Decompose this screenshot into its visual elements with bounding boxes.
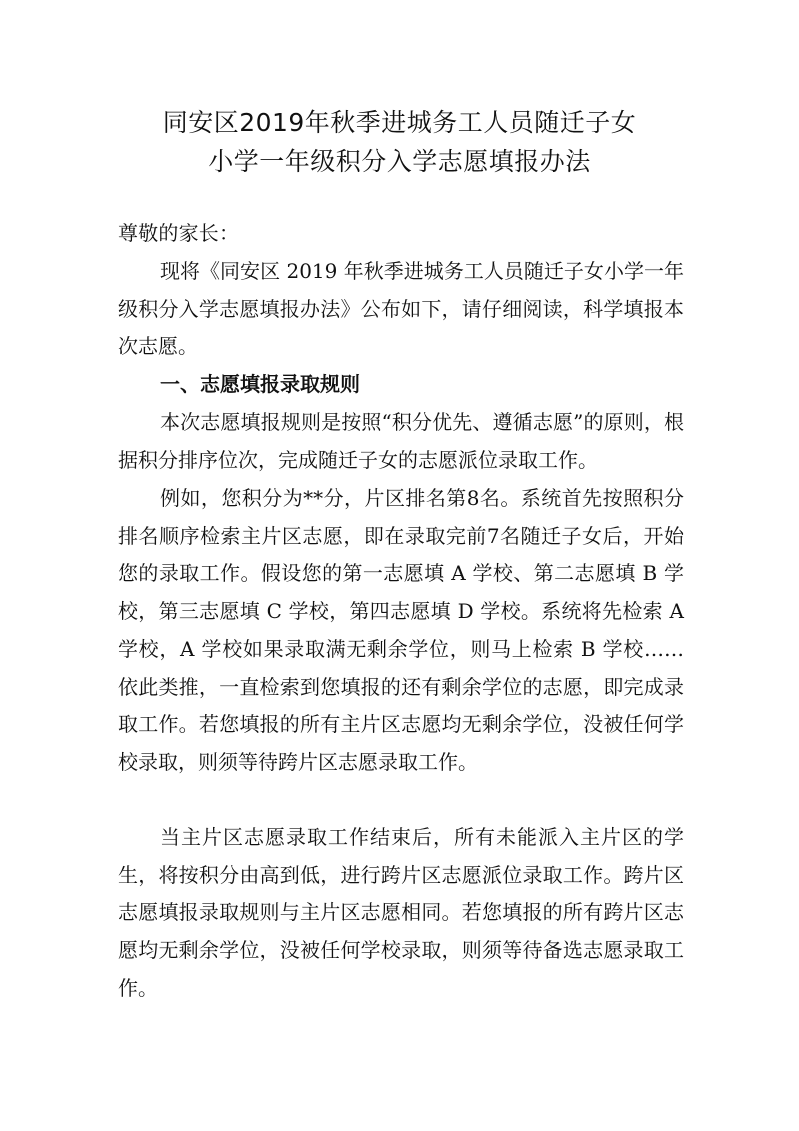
paragraph-cross-district: 当主片区志愿录取工作结束后，所有未能派入主片区的学生，将按积分由高到低，进行跨片区志愿派位录取工作。跨片区志愿填报录取规则与主片区志愿相同。若您填报的所有跨片区志愿均无剩余学位，没被任何学校录取，则须等待备选志愿录取工作。 bbox=[118, 825, 684, 1000]
document-title-line-2: 小学一年级积分入学志愿填报办法 bbox=[208, 147, 591, 176]
document-title-line-1: 同安区2019年秋季进城务工人员随迁子女 bbox=[162, 108, 637, 137]
paragraph-rule: 本次志愿填报规则是按照“积分优先、遵循志愿”的原则，根据积分排序位次，完成随迁子女的志愿派位录取工作。 bbox=[118, 410, 684, 472]
greeting: 尊敬的家长： bbox=[118, 221, 240, 245]
paragraph-intro: 现将《同安区 2019 年秋季进城务工人员随迁子女小学一年级积分入学志愿填报办法》公布如下，请仔细阅读，科学填报本次志愿。 bbox=[118, 259, 684, 359]
section-heading-rules: 一、志愿填报录取规则 bbox=[160, 372, 360, 396]
paragraph-example: 例如，您积分为**分，片区排名第8名。系统首先按照积分排名顺序检索主片区志愿，即在录取完前7名随迁子女后，开始您的录取工作。假设您的第一志愿填 A 学校、第二志愿填 B 学校，第三志愿填 C 学校，第四志愿填 D 学校。系统将先检索 A 学校，A 学校如果录取满无剩余学位，则马上检索 B 学校……依此类推，一直检索到您填报的还有剩余学位的志愿，即完成录取工作。若您填报的所有主片区志愿均无剩余学位，没被任何学校录取，则须等待跨片区志愿录取工作。 bbox=[118, 486, 684, 774]
